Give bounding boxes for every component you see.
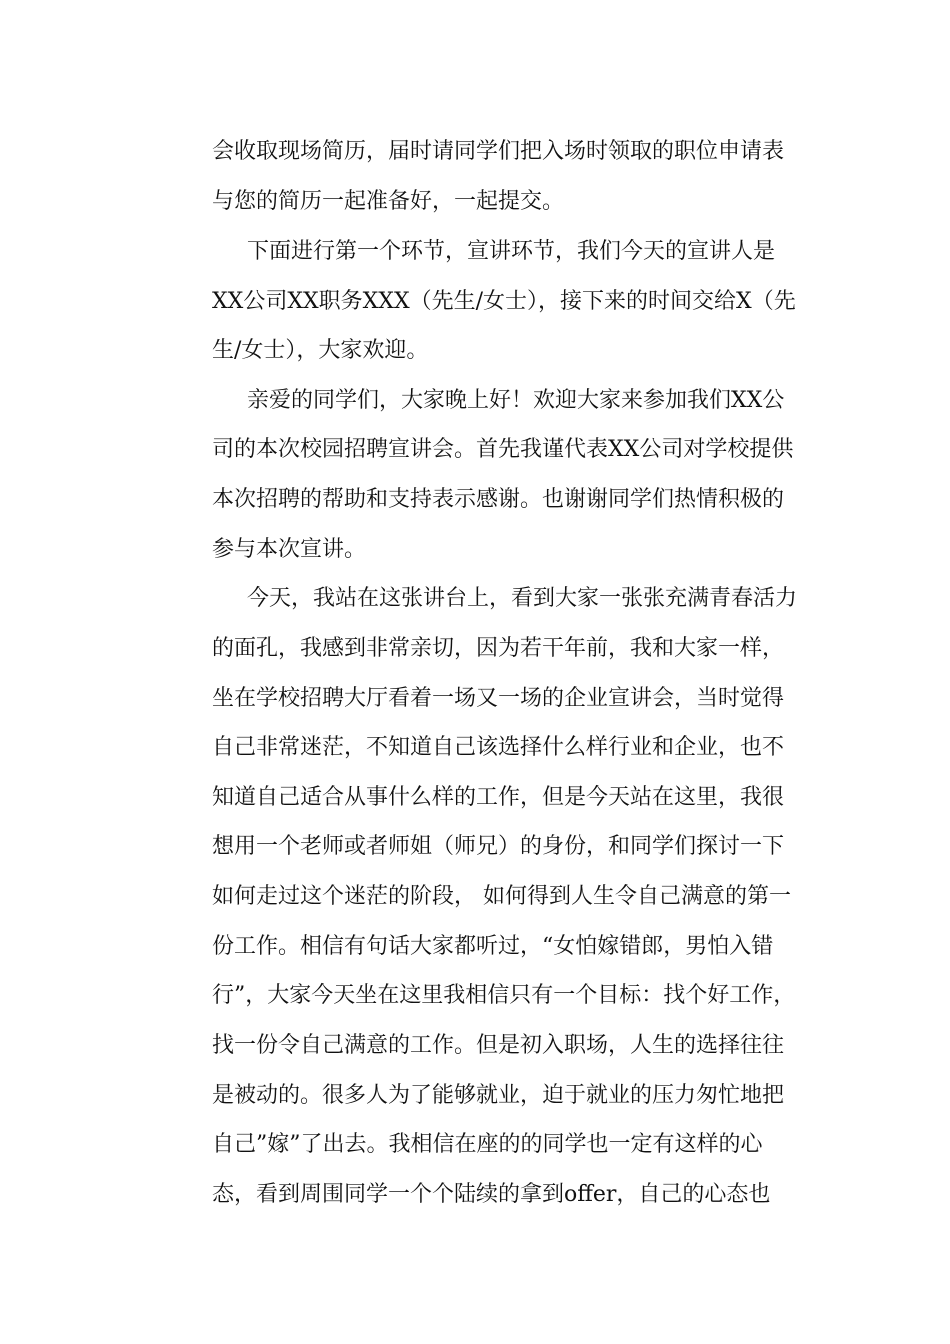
text-line: 知道自己适合从事什么样的工作，但是今天站在这里，我很: [212, 785, 785, 810]
paragraph-start-line: 今天，我站在这张讲台上，看到大家一张张充满青春活力: [247, 586, 798, 611]
text-line: 与您的简历一起准备好，一起提交。: [212, 189, 565, 214]
text-line: 想用一个老师或者师姐（师兄）的身份，和同学们探讨一下: [212, 834, 785, 859]
text-line: 坐在学校招聘大厅看着一场又一场的企业宣讲会，当时觉得: [212, 686, 785, 711]
paragraph-start-line: 亲爱的同学们，大家晚上好！欢迎大家来参加我们XX公: [247, 388, 785, 413]
text-line: 生/女士），大家欢迎。: [212, 338, 429, 363]
text-line: 行”，大家今天坐在这里我相信只有一个目标：找个好工作，: [212, 983, 796, 1008]
text-line: 如何走过这个迷茫的阶段， 如何得到人生令自己满意的第一: [212, 884, 791, 909]
text-line: 自己非常迷茫，不知道自己该选择什么样行业和企业，也不: [212, 735, 785, 760]
text-line: 份工作。相信有句话大家都听过，“女怕嫁错郎，男怕入错: [212, 934, 774, 959]
text-line: 态，看到周围同学一个个陆续的拿到offer，自己的心态也: [212, 1182, 771, 1207]
text-line: 本次招聘的帮助和支持表示感谢。也谢谢同学们热情积极的: [212, 487, 785, 512]
text-line: 找一份令自己满意的工作。但是初入职场，人生的选择往往: [212, 1033, 785, 1058]
text-line: 是被动的。很多人为了能够就业，迫于就业的压力匆忙地把: [212, 1083, 785, 1108]
text-line: 自己”嫁”了出去。我相信在座的的同学也一定有这样的心: [212, 1132, 763, 1157]
text-line: 会收取现场简历，届时请同学们把入场时领取的职位申请表: [212, 139, 785, 164]
text-line: 的面孔，我感到非常亲切，因为若干年前，我和大家一样，: [212, 636, 785, 661]
paragraph-start-line: 下面进行第一个环节，宣讲环节，我们今天的宣讲人是: [247, 239, 776, 264]
text-line: 司的本次校园招聘宣讲会。首先我谨代表XX公司对学校提供: [212, 437, 794, 462]
text-line: 参与本次宣讲。: [212, 537, 367, 562]
text-line: XX公司XX职务XXX（先生/女士），接下来的时间交给X（先: [212, 289, 796, 314]
